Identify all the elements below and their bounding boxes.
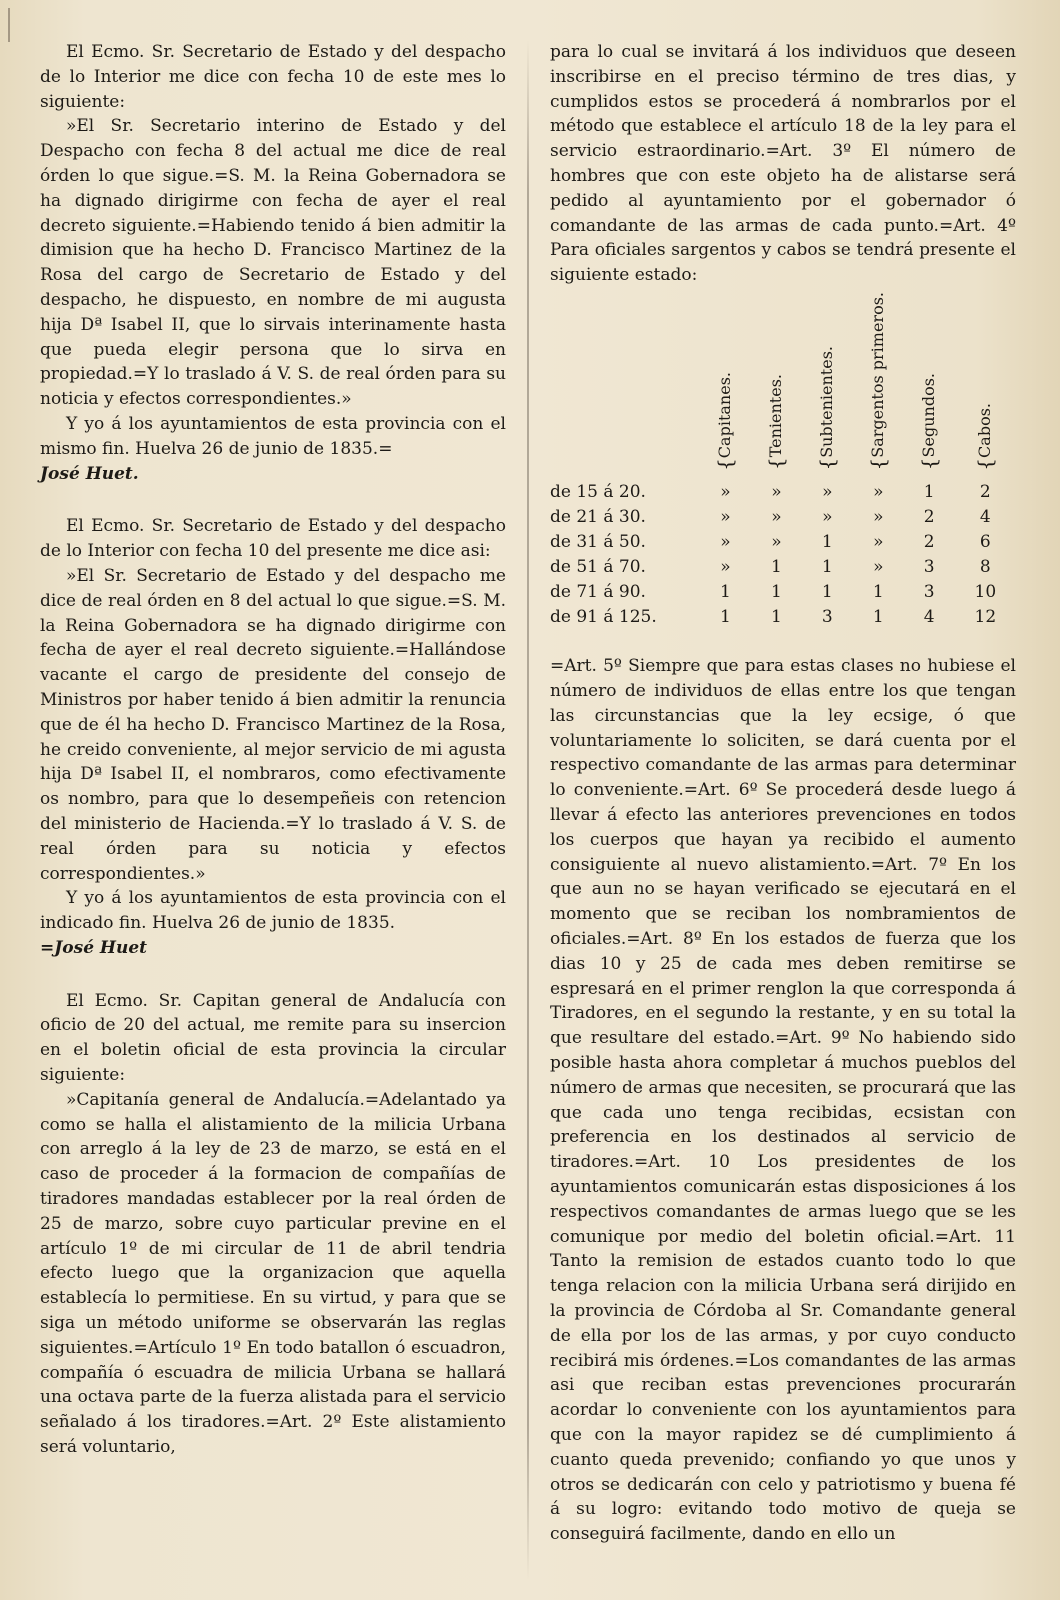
- header-label: Tenientes.: [766, 374, 786, 458]
- table-row: [550, 605, 1016, 630]
- table-row: [550, 480, 1016, 505]
- header-subtenientes: {Subtenientes.: [815, 345, 840, 471]
- section1-intro: El Ecmo. Sr. Secretario de Estado y del despacho de lo Interior me dice con fecha 10 de este mes lo siguiente:: [40, 42, 506, 112]
- cell: 2: [979, 482, 991, 503]
- section1-closing-text: Y yo á los ayuntamientos de esta provincia con el mismo fin. Huelva 26 de junio de 1835.=: [40, 413, 506, 459]
- cell: 1: [872, 607, 884, 628]
- table-row: [550, 530, 1016, 555]
- cell: 4: [923, 607, 935, 628]
- cell: »: [771, 507, 782, 528]
- section2-signature: =José Huet: [40, 937, 148, 958]
- cell: »: [873, 532, 884, 553]
- cell: 3: [923, 582, 935, 603]
- cell: 3: [821, 607, 833, 628]
- cell: »: [720, 557, 731, 578]
- cell: 12: [974, 607, 997, 628]
- cell: 10: [974, 582, 997, 603]
- cell: 1: [872, 582, 884, 603]
- header-segundos: {Segundos.: [917, 373, 942, 471]
- row-range: de 91 á 125.: [550, 607, 657, 628]
- header-label: Subtenientes.: [817, 345, 837, 458]
- row-range: de 51 á 70.: [550, 557, 646, 578]
- cell: 4: [979, 507, 991, 528]
- cell: 6: [979, 532, 991, 553]
- cell: 1: [821, 557, 833, 578]
- cell: »: [822, 482, 833, 503]
- section2-body: »El Sr. Secretario de Estado y del despacho me dice de real órden en 8 del actual lo que sigue.=S. M. la Reina Gobernadora se ha dignado dirigirme con fecha de ayer el real decreto siguiente.=Hallándose vacante el cargo de presidente del consejo de Ministros por haber tenido á bien admitir la renuncia que de él ha hecho D. Francisco Martinez de la Rosa, he creido conveniente, al mejor servicio de mi agusta hija Dª Isabel II, el nombraros, como efectivamente os nombro, para que lo desempeñeis con retencion del ministerio de Hacienda.=Y lo traslado á V. S. de real órden para su noticia y efectos correspondientes.»: [40, 565, 506, 884]
- header-range-spacer: [550, 292, 700, 480]
- section1-signature: José Huet.: [40, 463, 139, 484]
- header-label: Cabos.: [975, 402, 995, 458]
- table-header-row: [550, 292, 1016, 480]
- after-table-text: =Art. 5º Siempre que para estas clases no hubiese el número de individuos de ellas entre los que tengan las circunstancias que la ley ecsige, ó que voluntariamente lo soliciten, se dará cuenta por el respectivo comandante de las armas para determinar lo conveniente.=Art. 6º Se procederá desde luego á llevar á efecto las anteriores prevenciones en todos los cuerpos que hayan ya recibido el aumento consiguiente al nuevo alistamiento.=Art. 7º En los que aun no se hayan verificado se ejecutará en el momento que se reciban los nombramientos de oficiales.=Art. 8º En los estados de fuerza que los dias 10 y 25 de cada mes deben remitirse se espresará en el primer renglon la que corresponda á Tiradores, en el segundo la restante, y en su total la que resultare del estado.=Art. 9º No habiendo sido posible hasta ahora completar á muchos pueblos del número de armas que necesiten, se procurará que las que cada uno tenga recibidas, ecsistan con preferencia en los destinados al servicio de tiradores.=Art. 10 Los presidentes de los ayuntamientos comunicarán estas disposiciones á los respectivos comandantes de armas luego que se les comunique por medio del boletin oficial.=Art. 11 Tanto la remision de estados cuanto todo lo que tenga relacion con la milicia Urbana será dirijido en la provincia de Córdoba al Sr. Comandante general de ella por los de las armas, y por cuyo conducto recibirá mis órdenes.=Los comandantes de las armas asi que reciban estas prevenciones procurarán acordar lo conveniente con los ayuntamientos para que con la mayor rapidez se dé cumplimiento á cuanto queda prevenido; confiando yo que unos y otros se dedicarán con celo y patriotismo y buena fé á su logro: evitando todo motivo de queja se conseguirá facilmente, dando en ello un: [550, 656, 1016, 1545]
- section2-closing-text: Y yo á los ayuntamientos de esta provincia con el indicado fin. Huelva 26 de junio de 1835.: [40, 888, 506, 934]
- cell: 1: [770, 582, 782, 603]
- section-gap: [40, 961, 506, 989]
- table-gap: [550, 630, 1016, 654]
- column-divider: [527, 40, 529, 1580]
- cell: 3: [923, 557, 935, 578]
- row-range: de 15 á 20.: [550, 482, 646, 503]
- section-gap: [40, 486, 506, 514]
- table-row: [550, 580, 1016, 605]
- cell: 1: [770, 607, 782, 628]
- cell: »: [771, 482, 782, 503]
- header-sargentos-primeros: {Sargentos primeros.: [866, 291, 891, 471]
- cell: 1: [720, 607, 731, 628]
- cell: 1: [923, 482, 935, 503]
- row-range: de 21 á 30.: [550, 507, 646, 528]
- cell: »: [873, 507, 884, 528]
- cell: »: [822, 507, 833, 528]
- cell: 2: [923, 532, 935, 553]
- cell: 1: [770, 557, 782, 578]
- section2-closing: [40, 886, 506, 960]
- table-row: [550, 555, 1016, 580]
- header-label: Sargentos primeros.: [868, 291, 888, 458]
- cell: 1: [821, 532, 833, 553]
- cell: 1: [720, 582, 731, 603]
- cell: »: [720, 482, 731, 503]
- cell: »: [720, 507, 731, 528]
- cell: 8: [979, 557, 991, 578]
- header-label: Capitanes.: [715, 371, 735, 458]
- section1-body: »El Sr. Secretario interino de Estado y del Despacho con fecha 8 del actual me dice de real órden lo que sigue.=S. M. la Reina Gobernadora se ha dignado dirigirme con fecha de ayer el real decreto siguiente.=Habiendo tenido á bien admitir la dimision que ha hecho D. Francisco Martinez de la Rosa del cargo de Secretario de Estado y del despacho, he dispuesto, en nombre de mi augusta hija Dª Isabel II, que lo sirvais interinamente hasta que pueda elegir persona que lo sirva en propiedad.=Y lo traslado á V. S. de real órden para su noticia y efectos correspondientes.»: [40, 116, 506, 410]
- cell: »: [873, 482, 884, 503]
- left-column: [40, 40, 506, 1460]
- section1-closing: [40, 412, 506, 486]
- section3-body: »Capitanía general de Andalucía.=Adelantado ya como se halla el alistamiento de la milicia Urbana con arreglo á la ley de 23 de marzo, se está en el caso de proceder á la formacion de compañías de tiradores mandadas establecer por la real órden de 25 de marzo, sobre cuyo particular previne en el artículo 1º de mi circular de 11 de abril tendria efecto luego que la organizacion que aquella establecía lo permitiese. En su virtud, y para que se siga un método uniforme se observarán las reglas siguientes.=Artículo 1º En todo batallon ó escuadron, compañía ó escuadra de milicia Urbana se hallará una octava parte de la fuerza alistada para el servicio señalado á los tiradores.=Art. 2º Este alistamiento será voluntario,: [40, 1089, 506, 1458]
- page-edge-mark: [8, 8, 10, 42]
- cell: »: [873, 557, 884, 578]
- cell: »: [771, 532, 782, 553]
- table-row: [550, 505, 1016, 530]
- cell: 1: [821, 582, 833, 603]
- section3-intro: El Ecmo. Sr. Capitan general de Andalucía con oficio de 20 del actual, me remite para su insercion en el boletin oficial de esta provincia la circular siguiente:: [40, 990, 506, 1086]
- cell: 2: [923, 507, 935, 528]
- row-range: de 71 á 90.: [550, 582, 646, 603]
- continuation-text: para lo cual se invitará á los individuos que deseen inscribirse en el preciso término de tres dias, y cumplidos estos se procederá á nombrarlos por el método que establece el artículo 18 de la ley para el servicio estraordinario.=Art. 3º El número de hombres que con este objeto ha de alistarse será pedido al ayuntamiento por el gobernador ó comandante de las armas de cada punto.=Art. 4º Para oficiales sargentos y cabos se tendrá presente el siguiente estado:: [550, 42, 1016, 286]
- estado-table: [550, 292, 1016, 630]
- right-column: [550, 40, 1016, 1547]
- header-label: Segundos.: [919, 373, 939, 458]
- cell: »: [720, 532, 731, 553]
- header-cabos: {Cabos.: [973, 402, 998, 471]
- header-capitanes: {Capitanes.: [713, 371, 738, 471]
- estado-table-wrap: [550, 292, 1016, 630]
- header-tenientes: {Tenientes.: [764, 374, 789, 471]
- section2-intro: El Ecmo. Sr. Secretario de Estado y del despacho de lo Interior con fecha 10 del presente me dice asi:: [40, 516, 506, 562]
- row-range: de 31 á 50.: [550, 532, 646, 553]
